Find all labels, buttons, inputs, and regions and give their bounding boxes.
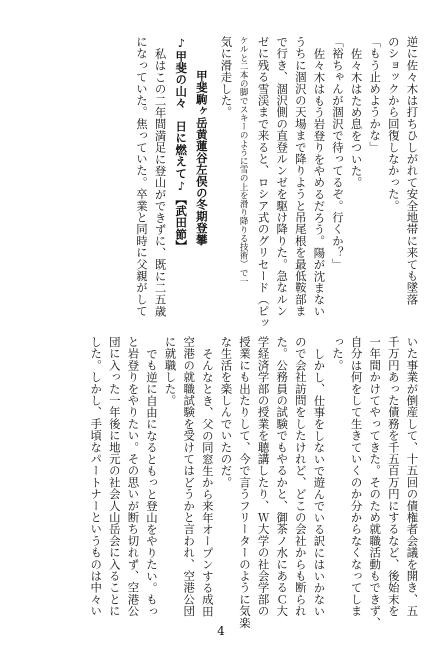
text-column: うちに涸沢の天場まで降りようと吊尾根を最低鞍部ま [293,36,308,317]
text-column: 「もう止めようかな」 [368,36,383,153]
text-column: で行き、涸沢側の直登ルンゼを駆け降りた。急なルン [275,36,290,317]
text-column: 団に入った一年後に地元の社会人山岳会に入ることに [107,336,122,617]
text-column: ので会社訪問をしたけれど、どこの会社からも断られ [293,336,308,617]
text-column: 私はこの二年間満足に登山ができずに、既に二五歳 [153,48,168,318]
text-column: ゼに残る雪渓まで来ると、ロシア式のグリセード（ピッ [256,36,271,329]
text-column: ケルと二本の脚でスキーのように雪の上を滑り降りる技術）で一 [238,36,249,286]
text-column: 学経済学部の授業を聴講したり、Ｗ大学の社会学部の [256,336,271,617]
text-column: しかし、仕事をしないで遊んでいる訳にはいかない [312,348,327,618]
text-column: 佐々木はため息をついた。 [349,48,364,189]
text-column: のショックから回復しなかった。 [386,36,401,212]
text-column: でも逆に自由になるともっと登山をやりたい。もっ [145,348,159,618]
text-column: と岩登りをやりたい。その思いが断ち切れず、空港公 [126,336,141,617]
text-column: った。 [331,336,345,372]
text-column: 空港の就職試験を受けてはどうかと言われ、空港公団 [182,336,197,617]
text-column: 千万円あった債務を千五百万円にするなど、後始末を [386,336,401,617]
text-column: た。公務員の試験でもやるかと、御茶ノ水にあるＣ大 [275,336,290,617]
text-column: になっていた。焦っていた。卒業と同時に父親がして [135,36,149,317]
text-column: 自分は何をして生きていくのか分からなくなってしま [349,336,364,617]
text-column: 気に滑走した。 [219,36,234,118]
heading-column: 甲斐駒ヶ岳黄蓮谷左俣の冬期登攀 [194,70,209,246]
heading-column: ♪甲斐の山々 日に燃えて♪【武田節】 [174,36,189,252]
text-column: 逆に佐々木は打ちひしがれて安全地帯に来ても墜落 [405,36,420,306]
text-column: 佐々木はもう岩登りをやめるだろう。陽が沈まない [312,48,327,318]
text-column: そんなとき、父の同窓生から来年オープンする成田 [200,348,215,618]
text-column: いた事業が倒産して、十五回の債権者会議を開き、五 [405,336,420,617]
text-column: した。しかし、手頃なパートナーというものは中々い [89,336,104,617]
page-number: 4 [217,624,225,638]
text-column: 授業にも出たりして、今で言うフリーターのように気楽 [238,336,252,629]
text-column: な生活を楽しんでいたのだ。 [219,336,234,489]
text-column: 「裕ちゃんが涸沢で待ってるぞ。行くか？」 [331,36,345,270]
text-column: に就職した。 [163,336,178,407]
text-column: 一年間かけてやってきた。そのため就職活動もできず、 [368,336,383,629]
